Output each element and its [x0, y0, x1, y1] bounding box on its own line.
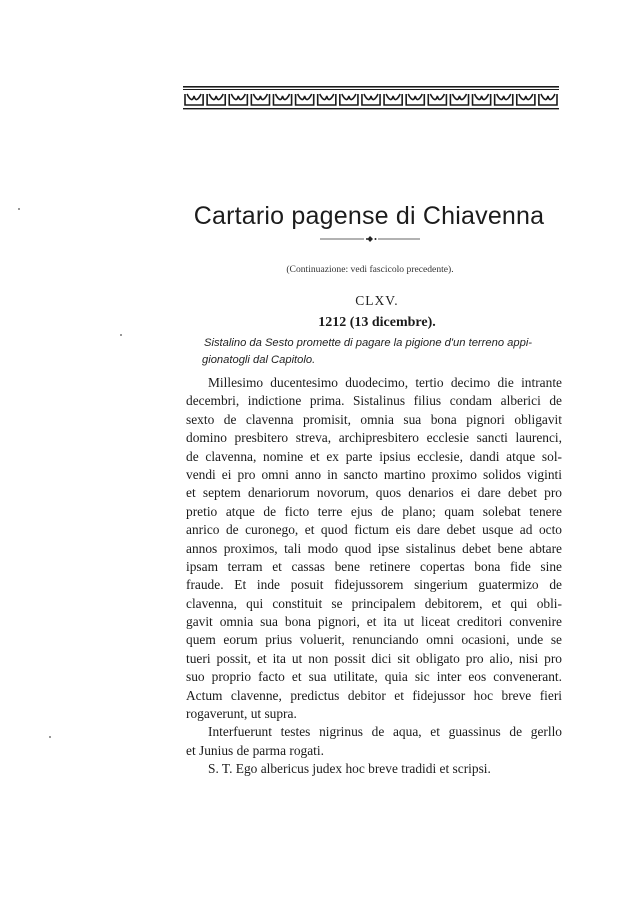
document-number: CLXV. — [355, 293, 399, 308]
body-line: Interfuerunt testes nigrinus de aqua, et guassinus de gerllo — [208, 724, 562, 740]
ornament-unit — [207, 94, 225, 105]
ornament-unit — [340, 94, 358, 105]
body-line: rogaverunt, ut supra. — [186, 706, 297, 722]
ornament-unit — [296, 94, 314, 105]
body-line: domino presbitero streva, archipresbitero ecclesie sancti laurenci, — [186, 430, 562, 446]
ornament-unit — [251, 94, 269, 105]
title-divider-ornament — [320, 234, 420, 244]
ornamental-header-band — [183, 86, 559, 112]
body-line: fraude. Et inde posuit fidejussorem singerium guatermizo de — [186, 577, 562, 593]
body-line: Actum clavenne, predictus debitor et fidejussor hoc breve fieri — [186, 687, 562, 703]
ornament-unit — [384, 94, 402, 105]
body-line: quem eorum prius voluerit, renunciando omni ocasioni, unde se — [186, 632, 562, 648]
ornament-unit — [450, 94, 468, 105]
ornament-unit — [273, 94, 291, 105]
body-line: et Junius de parma rogati. — [186, 742, 324, 758]
ornament-unit — [428, 94, 446, 105]
body-line: pretio atque de ficto terre ejus de plano; quam solebat tenere — [186, 503, 562, 519]
body-line: de clavenna, nomine et ex parte ipsius ecclesie, dandi atque sol- — [186, 448, 562, 464]
ornament-unit — [539, 94, 557, 105]
body-line: annos proximos, tali modo quod ipse sistalinus debet bene abtare — [186, 540, 562, 556]
document-summary — [202, 335, 560, 369]
ornament-unit — [318, 94, 336, 105]
body-line: anrico de curonego, et quod fictum eis dare debet usque ad octo — [186, 522, 562, 538]
continuation-note: (Continuazione: vedi fascicolo precedente). — [286, 264, 454, 275]
ornament-unit — [473, 94, 491, 105]
body-line: suo proprio facto et sua utilitate, quia sic inter eos convenerant. — [186, 669, 562, 685]
summary-line: Sistalino da Sesto promette di pagare la pigione d'un terreno appi- — [204, 337, 533, 349]
body-line: S. T. Ego albericus judex hoc breve tradidi et scripsi. — [208, 761, 491, 777]
ornament-unit — [362, 94, 380, 105]
summary-line: gionatogli dal Capitolo. — [202, 354, 316, 366]
body-line: gavit omnia sua bona pignori, et ita ut liceat creditori convenire — [186, 614, 562, 630]
body-line: decembri, indictione prima. Sistalinus filius condam alberici de — [186, 393, 562, 409]
body-line: tueri possit, et ita ut non possit dici sit obligato pro alio, nisi pro — [186, 650, 562, 666]
body-line: et septem denariorum novorum, quos denarios ei dare debet pro — [186, 485, 562, 501]
ornament-unit — [406, 94, 424, 105]
body-line: ipsam terram et cassas bene retinere copertas bona fide sine — [186, 558, 562, 574]
ornament-unit — [495, 94, 513, 105]
body-line: vendi ei pro omni anno in sancto martino proximo solidos viginti — [186, 466, 562, 482]
document-date: 1212 (13 dicembre). — [318, 315, 436, 330]
body-line: clavenna, qui constituit se principalem debitorem, et qui obli- — [186, 595, 562, 611]
scan-speck — [18, 208, 20, 210]
document-body — [186, 374, 562, 779]
ornament-unit — [517, 94, 535, 105]
page-title: Cartario pagense di Chiavenna — [193, 202, 545, 230]
scan-speck — [49, 736, 51, 738]
ornament-unit — [229, 94, 247, 105]
ornament-unit — [185, 94, 203, 105]
body-line: Millesimo ducentesimo duodecimo, tertio decimo die intrante — [208, 375, 562, 390]
body-line: sexto de clavenna promisit, omnia sua bona pignori obligavit — [186, 411, 562, 427]
scan-speck — [120, 334, 122, 336]
